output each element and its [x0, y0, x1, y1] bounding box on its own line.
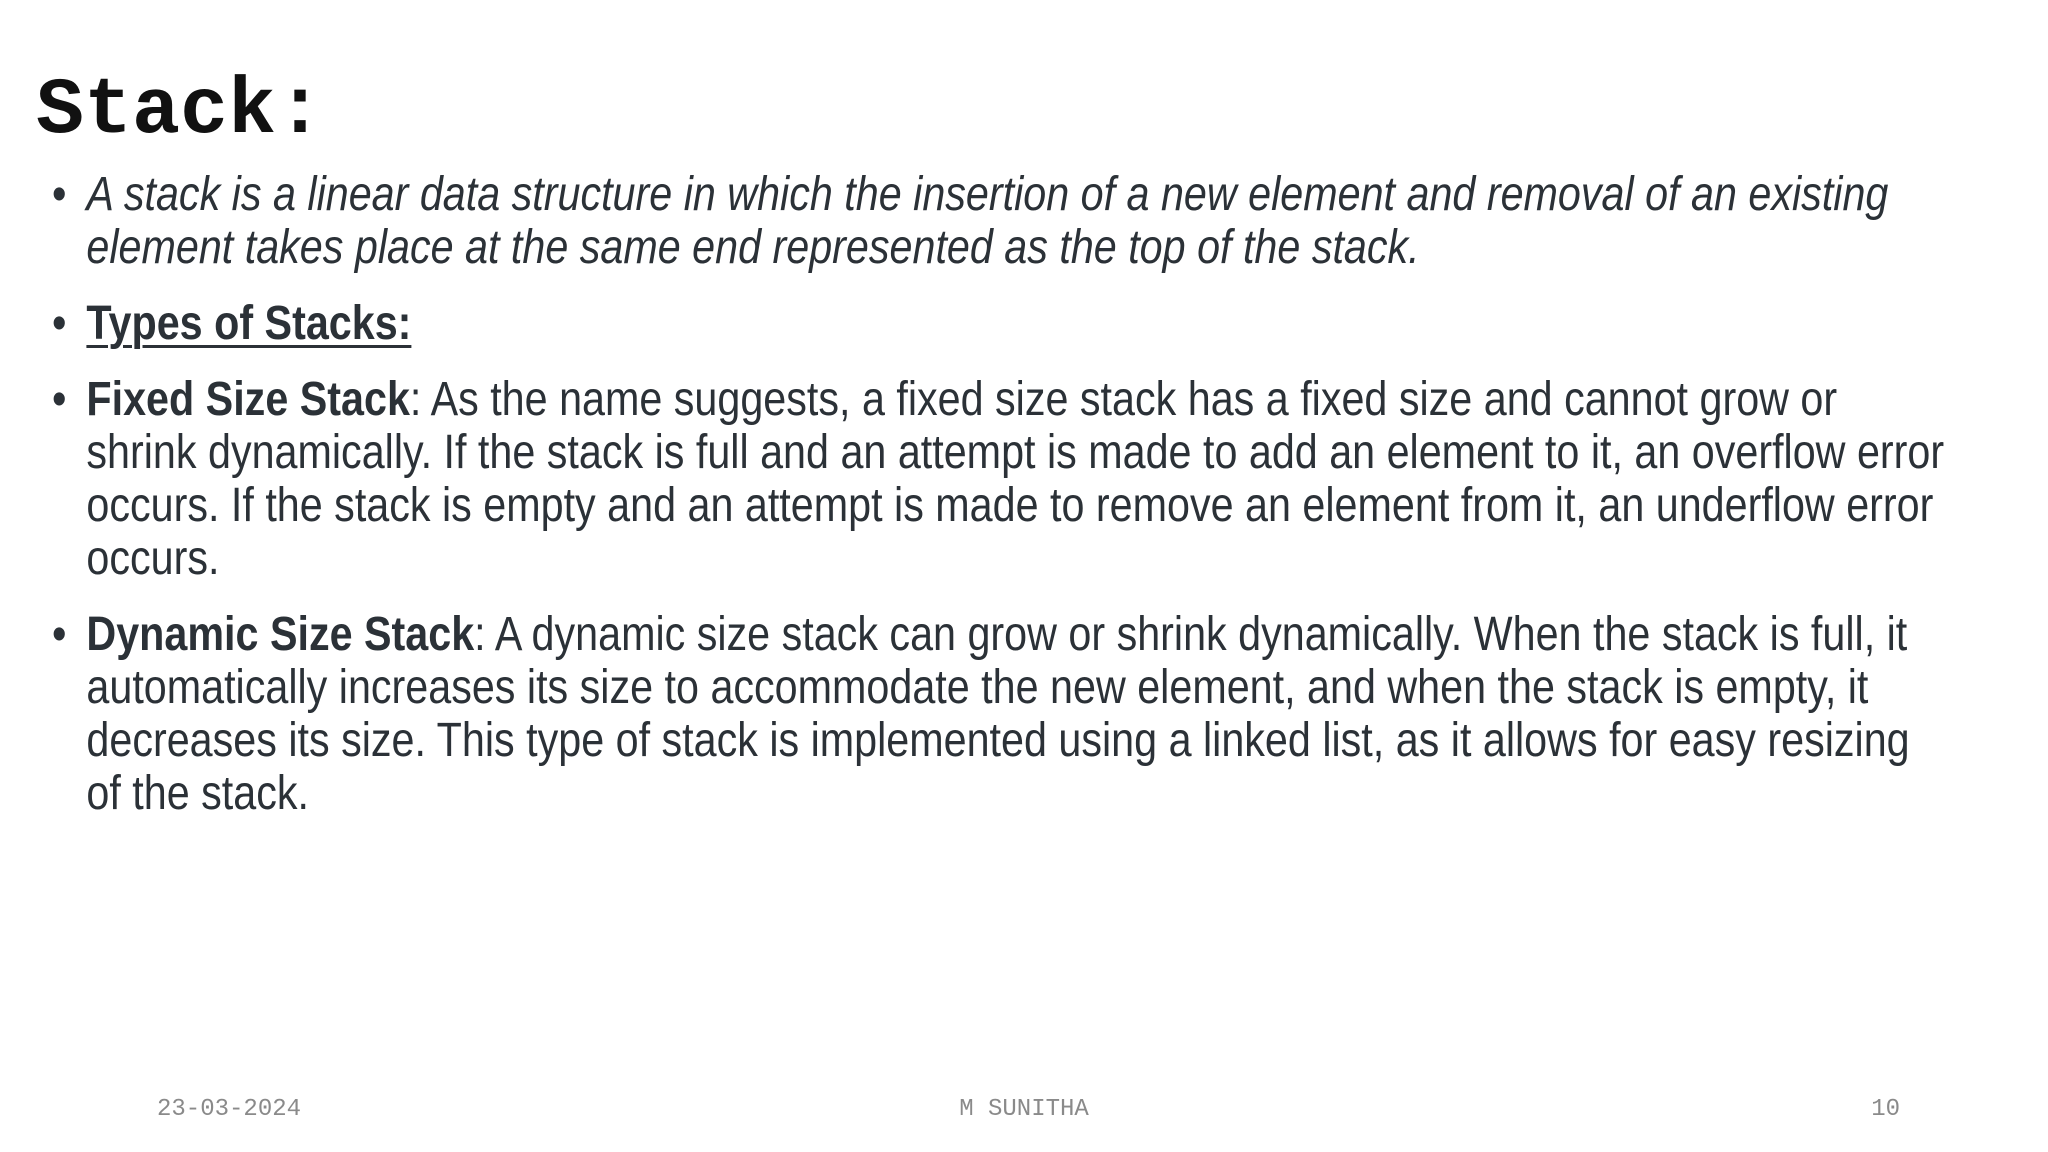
fixed-size-description: : As the name suggests, a fixed size stack has a fixed size and cannot grow or shrink dynamically. If the stack is full and an attempt is made to add an element to it, an overflow error occurs. If the stack is empty and an attempt is made to remove an element from it, an underflow error occurs.: [86, 373, 1945, 585]
footer-page-number: 10: [1871, 1096, 1900, 1123]
footer-date: 23-03-2024: [157, 1096, 302, 1123]
definition-text: A stack is a linear data structure in which the insertion of a new element and removal of an existing element takes place at the same end represented as the top of the stack.: [86, 168, 1889, 274]
bullet-dynamic-size-stack: [52, 608, 1953, 820]
bullet-definition: [52, 168, 1953, 274]
types-heading: Types of Stacks:: [86, 297, 412, 350]
dynamic-size-term: Dynamic Size Stack: [86, 608, 475, 661]
bullet-list: [52, 168, 1952, 843]
bullet-types-heading: [52, 297, 1953, 350]
bullet-dot: •: [52, 373, 67, 426]
bullet-dot: •: [52, 168, 67, 221]
slide-title: Stack:: [36, 66, 325, 157]
bullet-dot: •: [52, 297, 67, 350]
bullet-dot: •: [52, 608, 67, 661]
dynamic-size-description: : A dynamic size stack can grow or shrink dynamically. When the stack is full, it automatically increases its size to accommodate the new element, and when the stack is empty, it decreases its size. This type of stack is implemented using a linked list, as it allows for easy resizing of the stack.: [86, 608, 1910, 820]
footer-author: M SUNITHA: [959, 1096, 1089, 1123]
fixed-size-term: Fixed Size Stack: [86, 373, 410, 426]
bullet-fixed-size-stack: [52, 373, 1953, 585]
